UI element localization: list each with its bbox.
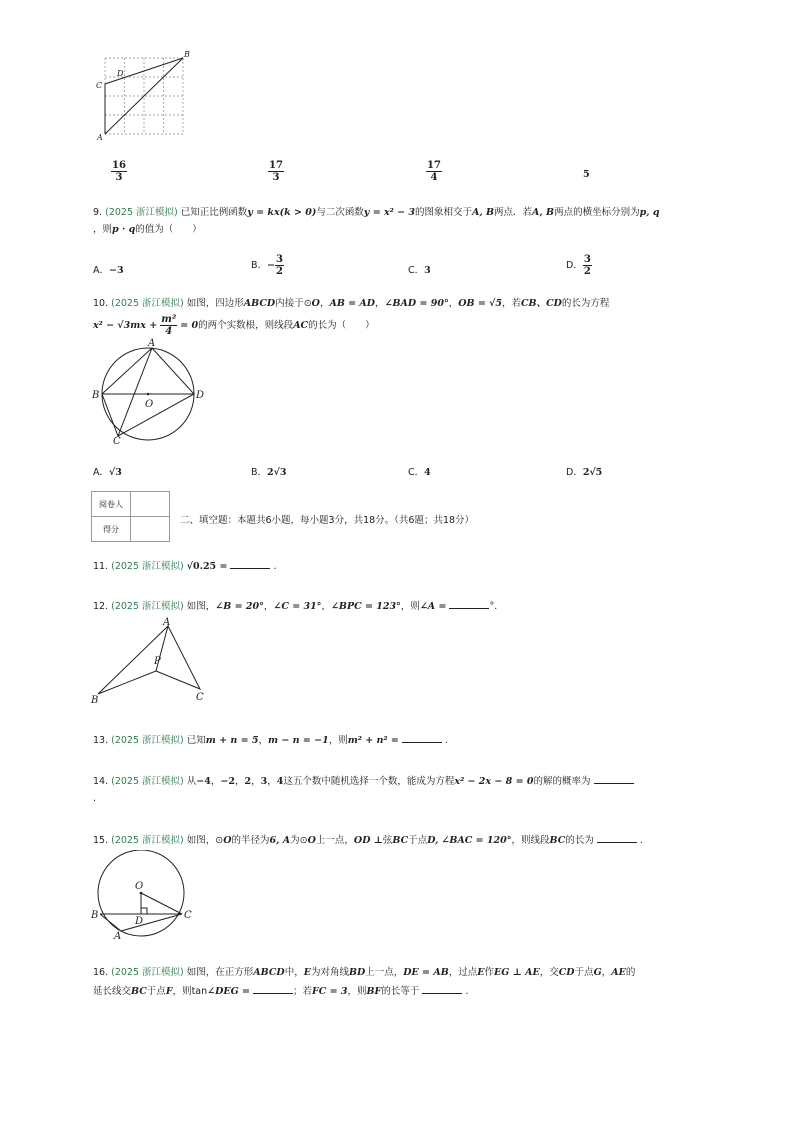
q15-label-c: C bbox=[184, 910, 192, 921]
q16-answer-blank-1[interactable] bbox=[253, 984, 293, 994]
q9-option-a: A．−3 bbox=[93, 265, 124, 276]
grid-label-d: D bbox=[117, 69, 124, 78]
q13-answer-blank[interactable] bbox=[402, 733, 442, 743]
question-9-line2: ，则p · q的值为（ ） bbox=[93, 224, 202, 235]
q12-label-b: B bbox=[91, 695, 99, 706]
q15-label-a: A bbox=[114, 931, 122, 942]
q10-circle-figure bbox=[90, 336, 210, 446]
score-label: 得分 bbox=[92, 517, 131, 542]
q15-answer-blank[interactable] bbox=[597, 833, 637, 843]
question-13: 13. (2025 浙江模拟) 已知m + n = 5，m − n = −1，则m² + n² = . bbox=[93, 735, 448, 746]
q12-figure bbox=[88, 614, 218, 706]
q9-option-b: B．− $\frac{3}{2}$ bbox=[251, 254, 283, 277]
q10-option-b: B．2√3 bbox=[251, 467, 287, 478]
grid-label-b: B bbox=[184, 50, 190, 59]
q11-answer-blank[interactable] bbox=[230, 559, 270, 569]
q8-option-a: $\frac{16}{3}$ bbox=[112, 160, 126, 183]
q10-label-d: D bbox=[196, 390, 205, 401]
q10-label-a: A bbox=[148, 338, 156, 349]
grader-label: 阅卷人 bbox=[92, 492, 131, 517]
q12-answer-blank[interactable] bbox=[449, 599, 489, 609]
question-10: 10. (2025 浙江模拟) 如图，四边形ABCD内接于⊙O，AB = AD，∠BAD = 90°，OB = √5，若CB、CD的长为方程 bbox=[93, 298, 610, 309]
q9-option-c: C．3 bbox=[408, 265, 431, 276]
grid-figure bbox=[95, 50, 195, 142]
q12-label-p: P bbox=[154, 656, 161, 667]
q10-label-c: C bbox=[113, 436, 121, 446]
q10-option-d: D．2√5 bbox=[566, 467, 603, 478]
q14-answer-blank[interactable] bbox=[594, 774, 634, 784]
grid-label-c: C bbox=[96, 81, 103, 90]
grid-label-a: A bbox=[97, 133, 103, 142]
question-12: 12. (2025 浙江模拟) 如图，∠B = 20°，∠C = 31°，∠BPC = 123°，则∠A = °. bbox=[93, 601, 498, 612]
q10-option-a: A．√3 bbox=[93, 467, 122, 478]
q8-option-c: $\frac{17}{4}$ bbox=[427, 160, 441, 183]
question-14: 14. (2025 浙江模拟) 从−4，−2，2，3，4这五个数中随机选择一个数，能成为方程x² − 2x − 8 = 0的解的概率为 bbox=[93, 774, 634, 789]
question-10-line2: x² − √3mx + $\frac{\text{m²}}{4}$ = 0的两个实数根，则线段AC的长为（ ） bbox=[93, 314, 375, 337]
q15-label-o: O bbox=[135, 881, 144, 892]
question-16: 16. (2025 浙江模拟) 如图，在正方形ABCD中，E为对角线BD上一点，DE = AB，过点E作EG ⊥ AE，交CD于点G，AE的 bbox=[93, 967, 636, 978]
grader-cell[interactable] bbox=[131, 492, 170, 517]
q8-option-b: $\frac{17}{3}$ bbox=[269, 160, 283, 183]
q10-option-c: C．4 bbox=[408, 467, 431, 478]
q16-answer-blank-2[interactable] bbox=[422, 984, 462, 994]
q10-label-b: B bbox=[92, 390, 100, 401]
section-2-title: 二、填空题：本题共6小题，每小题3分，共18分。（共6题；共18分） bbox=[180, 515, 475, 526]
q12-label-a: A bbox=[163, 617, 171, 628]
q12-label-c: C bbox=[196, 692, 204, 703]
question-14-line2: . bbox=[93, 793, 97, 804]
q15-label-d: D bbox=[135, 916, 144, 927]
question-16-line2: 延长线交BC于点F，则tan∠DEG = ；若FC = 3，则BF的长等于 . bbox=[93, 986, 469, 997]
q10-label-o: O bbox=[145, 399, 154, 410]
q9-option-d: D． $\frac{3}{2}$ bbox=[566, 254, 591, 277]
question-9: 9. (2025 浙江模拟) 已知正比例函数y = kx(k > 0)与二次函数y = x² − 3的图象相交于A, B两点．若A, B两点的横坐标分别为p, q bbox=[93, 207, 660, 218]
score-table bbox=[91, 491, 170, 542]
q8-option-d: 5 bbox=[583, 169, 590, 180]
question-11: 11. (2025 浙江模拟) √0.25 = . bbox=[93, 561, 277, 572]
question-15: 15. (2025 浙江模拟) 如图，⊙O的半径为6, A为⊙O上一点，OD ⊥弦BC于点D, ∠BAC = 120°，则线段BC的长为 . bbox=[93, 835, 643, 846]
q15-circle-figure bbox=[88, 850, 198, 942]
q15-label-b: B bbox=[91, 910, 99, 921]
score-cell[interactable] bbox=[131, 517, 170, 542]
